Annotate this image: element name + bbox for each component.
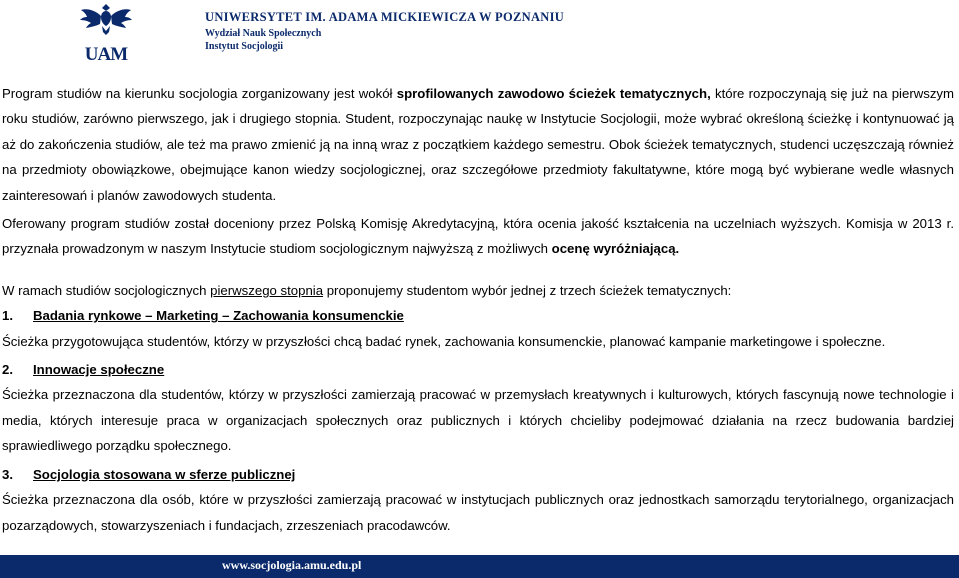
path-2-heading: 2. Innowacje społeczne (2, 362, 165, 378)
page-header (0, 0, 959, 68)
path-2-description: Ścieżka przeznaczona dla studentów, którzy w przyszłości zamierzają pracować w przemysłach kreatywnych i kulturowych, których fascynują nowe technologie i media, których interesuje praca w organizacjach społecznych oraz publicznych i których chcieliby podejmować działania na rzecz budowania bardziej sprawiedliwego porządku społecznego. (2, 387, 954, 454)
logo-text: UAM (84, 44, 128, 64)
emphasis-grade: ocenę wyróżniającą. (551, 241, 680, 257)
intro-paragraph: Program studiów na kierunku socjologia zorganizowany jest wokół sprofilowanych zawodowo ścieżek tematycznych, które rozpoczynają się już na pierwszym roku studiów, zarówno pierwszego, jak i drugiego stopnia. Student, rozpoczynając naukę w Instytucie Socjologii, może wybrać określoną ścieżkę i kontynuować ją aż do zakończenia studiów, ale też ma prawo zmienić ją na inną wraz z początkiem każdego semestru. Obok ścieżek tematycznych, studenci uczęszczają również na przedmioty obowiązkowe, obejmujące kanon wiedzy socjologicznej, oraz szczegółowe przedmioty fakultatywne, które mogą być wybierane wedle własnych zainteresowań i planów zawodowych studenta. (2, 86, 955, 203)
faculty-name: Wydział Nauk Społecznych (205, 28, 322, 39)
accreditation-paragraph: Oferowany program studiów został doceniony przez Polską Komisję Akredytacyjną, która ocenia jakość kształcenia na uczelniach wyższych. Komisja w 2013 r. przyznała prowadzonym w naszym Instytucie studiom socjologicznym najwyższą z możliwych ocenę wyróżniającą. (2, 216, 954, 257)
path-1-heading: 1. Badania rynkowe – Marketing – Zachowania konsumenckie (2, 308, 404, 324)
path-3-heading: 3. Socjologia stosowana w sferze publicznej (2, 466, 296, 482)
path-3-description: Ścieżka przeznaczona dla osób, które w przyszłości zamierzają pracować w instytucjach publicznych oraz jednostkach samorządu terytorialnego, organizacjach pozarządowych, stowarzyszeniach i fundacjach, zrzeszeniach pracodawców. (2, 492, 954, 533)
document-body (2, 81, 954, 538)
institute-name: Instytut Socjologii (205, 41, 284, 52)
path-1-description: Ścieżka przygotowująca studentów, którzy w przyszłości chcą badać rynek, zachowania konsumenckie, planować kampanie marketingowe i społeczne. (2, 333, 886, 349)
footer-url[interactable]: www.socjologia.amu.edu.pl (222, 558, 362, 572)
first-degree-link: pierwszego stopnia (210, 282, 324, 298)
institution-block (205, 10, 605, 52)
footer-bar (0, 555, 959, 578)
university-name: UNIWERSYTET IM. ADAMA MICKIEWICZA W POZNANIU (205, 10, 565, 24)
eagle-crest-icon (78, 2, 134, 64)
emphasis-paths: sprofilowanych zawodowo ścieżek tematycznych, (396, 86, 711, 101)
paths-intro: W ramach studiów socjologicznych pierwszego stopnia proponujemy studentom wybór jednej z trzech ścieżek tematycznych: (2, 282, 732, 298)
